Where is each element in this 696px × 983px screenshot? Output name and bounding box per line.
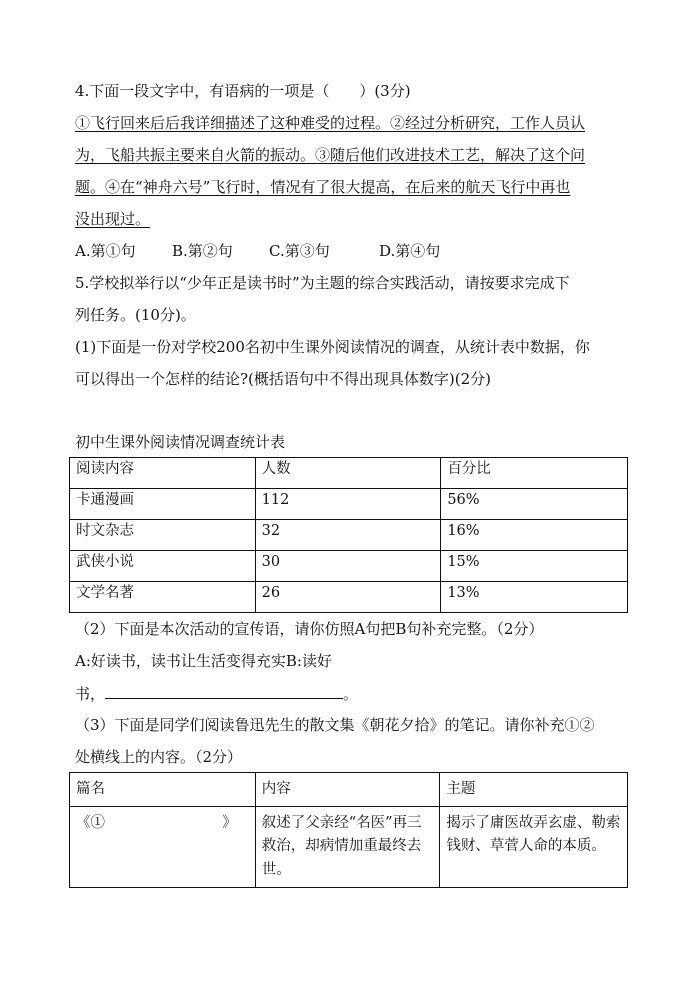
q5-sub2-line-2: A:好读书，读书让生活变得充实B:读好 bbox=[75, 652, 332, 670]
notes-header-cell: 篇名 bbox=[70, 773, 256, 807]
table-header-cell: 百分比 bbox=[441, 458, 628, 489]
q4-passage-line-3: 题。④在“神舟六号”飞行时，情况有了很大提高，在后来的航天飞行中再也 bbox=[75, 178, 571, 196]
q5-sub3-line-2: 处横线上的内容。（2分） bbox=[75, 748, 243, 766]
table-row bbox=[70, 489, 628, 520]
notes-header-cell: 内容 bbox=[255, 773, 440, 807]
q4-option-a: A.第①句 bbox=[75, 242, 136, 260]
q4-option-d: D.第④句 bbox=[379, 242, 441, 260]
table-cell: 时文杂志 bbox=[70, 520, 256, 551]
survey-table bbox=[69, 457, 628, 613]
notes-row bbox=[70, 807, 628, 888]
reading-notes-table bbox=[69, 772, 628, 888]
survey-table-title: 初中生课外阅读情况调查统计表 bbox=[75, 433, 286, 451]
table-cell: 112 bbox=[255, 489, 441, 520]
q4-stem: 4.下面一段文字中，有语病的一项是（ ）(3分) bbox=[75, 82, 411, 100]
q4-passage-line-1: ①飞行回来后后我详细描述了这种难受的过程。②经过分析研究，工作人员认 bbox=[75, 114, 586, 132]
table-row bbox=[70, 582, 628, 613]
title-open-mark: 《① bbox=[76, 815, 105, 832]
notes-theme-cell: 揭示了庸医故弄玄虚、勒索钱财、草菅人命的本质。 bbox=[440, 807, 628, 888]
table-cell: 15% bbox=[441, 551, 628, 582]
q4-passage-line-2: 为，飞船共振主要来自火箭的振动。③随后他们改进技术工艺，解决了这个问 bbox=[75, 146, 586, 164]
slogan-prefix: 书， bbox=[75, 685, 106, 703]
notes-header-cell: 主题 bbox=[440, 773, 628, 807]
slogan-answer-blank[interactable] bbox=[105, 686, 343, 699]
table-header-cell: 人数 bbox=[255, 458, 441, 489]
slogan-suffix: 。 bbox=[343, 685, 359, 703]
table-header-cell: 阅读内容 bbox=[70, 458, 256, 489]
q5-sub2-line-3 bbox=[75, 686, 358, 702]
q4-option-b: B.第②句 bbox=[172, 242, 233, 260]
table-cell: 卡通漫画 bbox=[70, 489, 256, 520]
notes-title-cell[interactable] bbox=[70, 807, 256, 888]
table-cell: 30 bbox=[255, 551, 441, 582]
table-cell: 13% bbox=[441, 582, 628, 613]
table-header-row bbox=[70, 458, 628, 489]
table-cell: 26 bbox=[255, 582, 441, 613]
q5-stem-line-1: 5.学校拟举行以“少年正是读书时”为主题的综合实践活动，请按要求完成下 bbox=[75, 274, 570, 292]
table-row bbox=[70, 520, 628, 551]
table-cell: 武侠小说 bbox=[70, 551, 256, 582]
notes-content-cell: 叙述了父亲经“名医”再三救治，却病情加重最终去世。 bbox=[255, 807, 440, 888]
q5-sub1-line-2: 可以得出一个怎样的结论?(概括语句中不得出现具体数字)(2分) bbox=[75, 370, 491, 388]
title-close-mark: 》 bbox=[222, 815, 237, 832]
notes-header-row bbox=[70, 773, 628, 807]
table-row bbox=[70, 551, 628, 582]
q4-passage-line-4: 没出现过。 bbox=[75, 210, 151, 228]
q5-sub3-line-1: （3）下面是同学们阅读鲁迅先生的散文集《朝花夕拾》的笔记。请你补充①② bbox=[75, 716, 595, 734]
table-cell: 32 bbox=[255, 520, 441, 551]
q5-sub2-line-1: （2）下面是本次活动的宣传语，请你仿照A句把B句补充完整。（2分） bbox=[75, 620, 544, 638]
table-cell: 56% bbox=[441, 489, 628, 520]
table-cell: 16% bbox=[441, 520, 628, 551]
q4-options bbox=[75, 244, 440, 259]
q4-option-c: C.第③句 bbox=[269, 242, 330, 260]
q5-sub1-line-1: (1)下面是一份对学校200名初中生课外阅读情况的调查，从统计表中数据，你 bbox=[75, 338, 590, 356]
table-cell: 文学名著 bbox=[70, 582, 256, 613]
q5-stem-line-2: 列任务。(10分)。 bbox=[75, 306, 196, 324]
